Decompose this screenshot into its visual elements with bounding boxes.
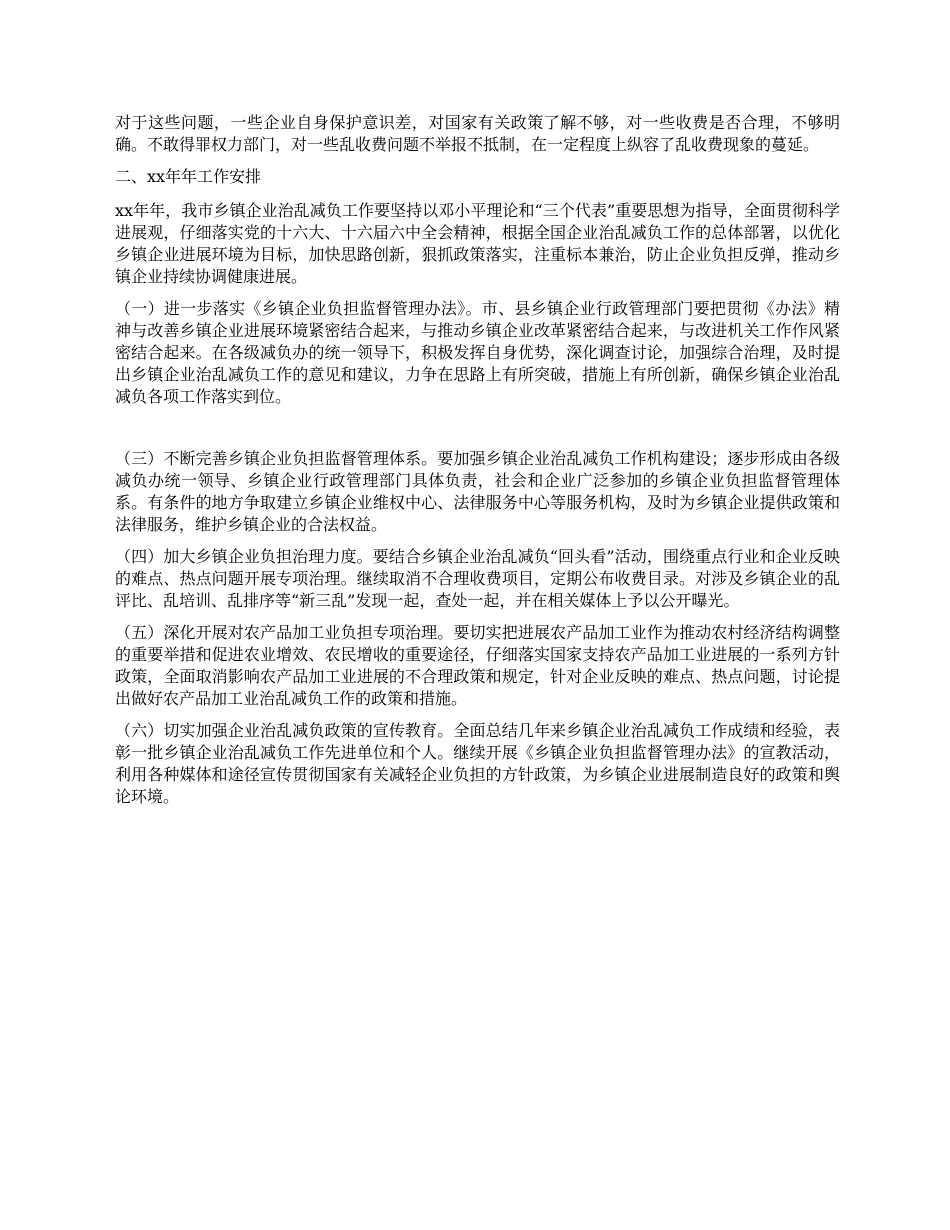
paragraph-item-3: （三）不断完善乡镇企业负担监督管理体系。要加强乡镇企业治乱减负工作机构建设；逐步形成由各级减负办统一领导、乡镇企业行政管理部门具体负责，社会和企业广泛参加的乡镇企业负担监督管理体系。有条件的地方争取建立乡镇企业维权中心、法律服务中心等服务机构，及时为乡镇企业提供政策和法律服务，维护乡镇企业的合法权益。 — [115, 449, 840, 534]
blank-gap — [115, 418, 840, 448]
paragraph-item-4: （四）加大乡镇企业负担治理力度。要结合乡镇企业治乱减负“回头看”活动，围绕重点行业和企业反映的难点、热点问题开展专项治理。继续取消不合理收费项目，定期公布收费目录。对涉及乡镇企业的乱评比、乱培训、乱排序等“新三乱”发现一起，查处一起，并在相关媒体上予以公开曝光。 — [115, 547, 840, 610]
paragraph-item-5: （五）深化开展对农产品加工业负担专项治理。要切实把进展农产品加工业作为推动农村经济结构调整的重要举措和促进农业增效、农民增收的重要途径，仔细落实国家支持农产品加工业进展的一系列方针政策，全面取消影响农产品加工业进展的不合理政策和规定，针对企业反映的难点、热点问题，讨论提出做好农产品加工业治乱减负工作的政策和措施。 — [115, 623, 840, 708]
paragraph-item-6: （六）切实加强企业治乱减负政策的宣传教育。全面总结几年来乡镇企业治乱减负工作成绩和经验，表彰一批乡镇企业治乱减负工作先进单位和个人。继续开展《乡镇企业负担监督管理办法》的宣教活动，利用各种媒体和途径宣传贯彻国家有关减轻企业负担的方针政策，为乡镇企业进展制造良好的政策和舆论环境。 — [115, 721, 840, 806]
paragraph-overview: xx年年，我市乡镇企业治乱减负工作要坚持以邓小平理论和“三个代表”重要思想为指导，全面贯彻科学进展观，仔细落实党的十六大、十六届六中全会精神，根据全国企业治乱减负工作的总体部署，以优化乡镇企业进展环境为目标，加快思路创新，狠抓政策落实，注重标本兼治，防止企业负担反弹，推动乡镇企业持续协调健康进展。 — [115, 201, 840, 286]
paragraph-item-1: （一）进一步落实《乡镇企业负担监督管理办法》。市、县乡镇企业行政管理部门要把贯彻《办法》精神与改善乡镇企业进展环境紧密结合起来，与推动乡镇企业改革紧密结合起来，与改进机关工作作风紧密结合起来。在各级减负办的统一领导下，积极发挥自身优势，深化调查讨论，加强综合治理，及时提出乡镇企业治乱减负工作的意见和建议，力争在思路上有所突破，措施上有所创新，确保乡镇企业治乱减负各项工作落实到位。 — [115, 299, 840, 406]
section-heading-work-plan: 二、xx年年工作安排 — [115, 167, 262, 186]
document-page — [115, 112, 840, 818]
paragraph-problems: 对于这些问题，一些企业自身保护意识差，对国家有关政策了解不够，对一些收费是否合理，不够明确。不敢得罪权力部门，对一些乱收费问题不举报不抵制，在一定程度上纵容了乱收费现象的蔓延。 — [115, 113, 840, 154]
